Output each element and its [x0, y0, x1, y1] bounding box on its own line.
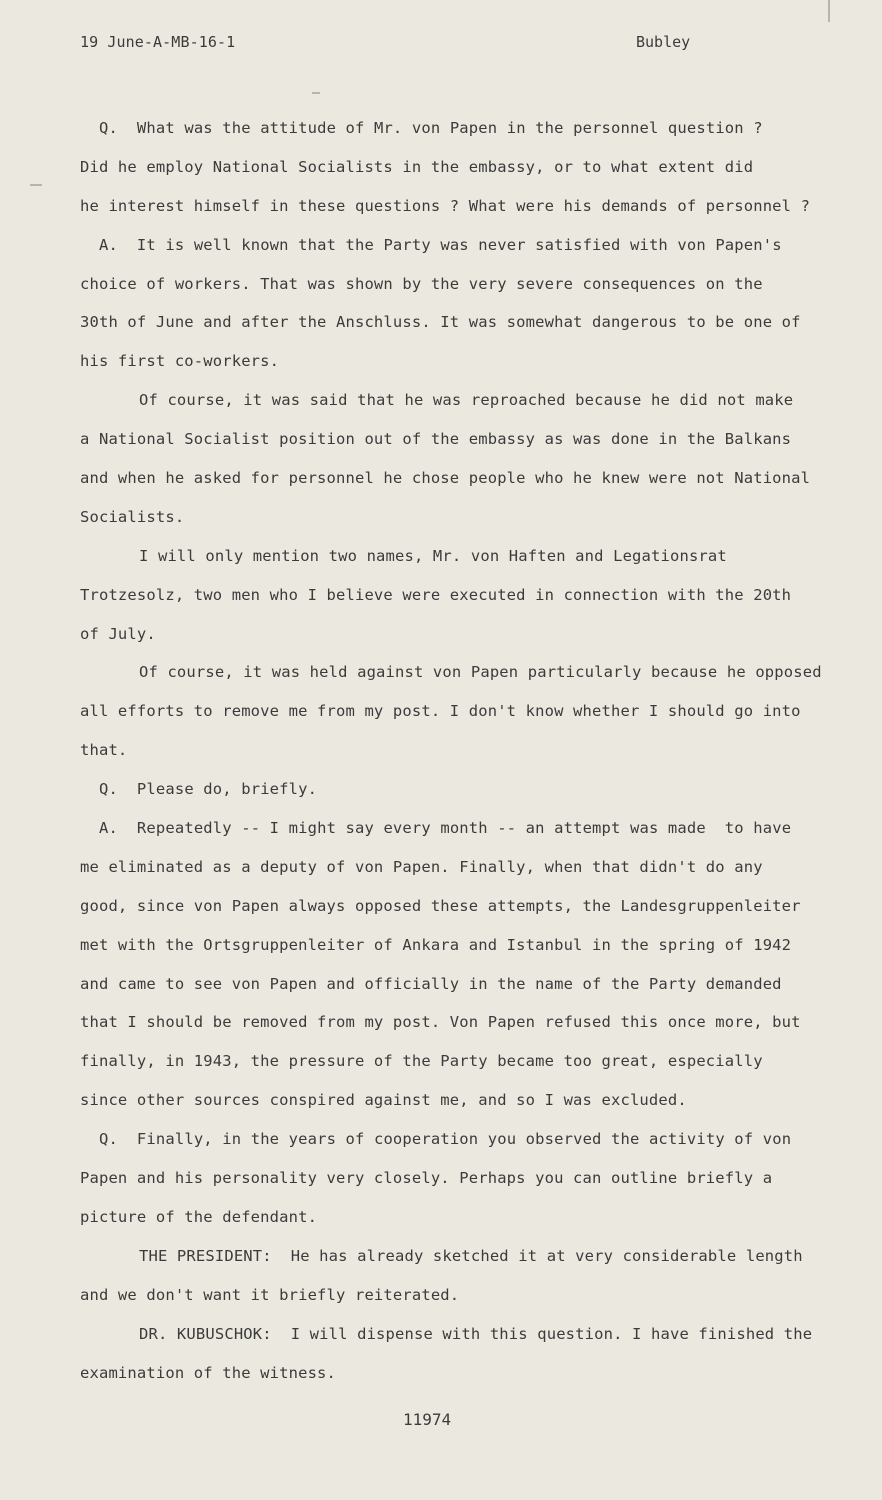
paragraph-line: picture of the defendant.	[80, 1207, 318, 1226]
paragraph-line: and we don't want it briefly reiterated.	[80, 1285, 460, 1304]
paragraph-line: examination of the witness.	[80, 1363, 337, 1382]
paragraph-first-line: Q. Please do, briefly.	[99, 780, 318, 799]
paragraph-line: a National Socialist position out of the embassy as was done in the Balkans	[80, 430, 792, 449]
paragraph-line: choice of workers. That was shown by the very severe consequences on the	[80, 274, 763, 293]
paragraph-line: finally, in 1943, the pressure of the Party became too great, especially	[80, 1052, 763, 1071]
paragraph-line: met with the Ortsgruppenleiter of Ankara and Istanbul in the spring of 1942	[80, 935, 792, 954]
paragraph-first-line: THE PRESIDENT: He has already sketched it at very considerable length	[139, 1246, 803, 1265]
paragraph-line: and when he asked for personnel he chose people who he knew were not National	[80, 469, 811, 488]
edge-mark	[828, 0, 830, 22]
speaker-name: Bubley	[636, 33, 691, 51]
paragraph-line: 30th of June and after the Anschluss. It was somewhat dangerous to be one of	[80, 313, 801, 332]
paragraph-first-line: Q. What was the attitude of Mr. von Papen in the personnel question ?	[99, 119, 763, 137]
paragraph-line: that.	[80, 741, 128, 760]
transcript-body	[80, 109, 825, 1392]
paragraph-line: his first co-workers.	[80, 352, 280, 371]
document-reference: 19 June-A-MB-16-1	[80, 33, 236, 51]
paragraph-first-line: Of course, it was said that he was reproached because he did not make	[139, 391, 794, 410]
paper-speck	[312, 92, 320, 94]
paragraph-line: he interest himself in these questions ? What were his demands of personnel ?	[80, 196, 811, 215]
paragraph-first-line: A. It is well known that the Party was never satisfied with von Papen's	[99, 235, 782, 254]
paragraph-first-line: Q. Finally, in the years of cooperation you observed the activity of von	[99, 1130, 792, 1149]
paragraph-line: Did he employ National Socialists in the embassy, or to what extent did	[80, 157, 754, 176]
paragraph-line: Papen and his personality very closely. Perhaps you can outline briefly a	[80, 1169, 773, 1188]
paragraph-line: since other sources conspired against me, and so I was excluded.	[80, 1091, 687, 1110]
paragraph-line: and came to see von Papen and officially in the name of the Party demanded	[80, 974, 782, 993]
paragraph-first-line: Of course, it was held against von Papen particularly because he opposed	[139, 663, 822, 682]
paragraph-first-line: A. Repeatedly -- I might say every month -- an attempt was made to have	[99, 819, 792, 838]
page-number: 11974	[403, 1410, 452, 1429]
paragraph-line: Trotzesolz, two men who I believe were executed in connection with the 20th	[80, 585, 792, 604]
paragraph-line: Socialists.	[80, 507, 185, 526]
margin-mark	[30, 184, 42, 186]
paragraph-first-line: I will only mention two names, Mr. von Haften and Legationsrat	[139, 546, 727, 565]
paragraph-line: all efforts to remove me from my post. I don't know whether I should go into	[80, 702, 801, 721]
paragraph-line: me eliminated as a deputy of von Papen. Finally, when that didn't do any	[80, 857, 763, 876]
paragraph-first-line: DR. KUBUSCHOK: I will dispense with this question. I have finished the	[139, 1324, 813, 1343]
paragraph-line: good, since von Papen always opposed these attempts, the Landesgruppenleiter	[80, 896, 801, 915]
paragraph-line: that I should be removed from my post. Von Papen refused this once more, but	[80, 1013, 801, 1032]
paragraph-line: of July.	[80, 624, 156, 643]
